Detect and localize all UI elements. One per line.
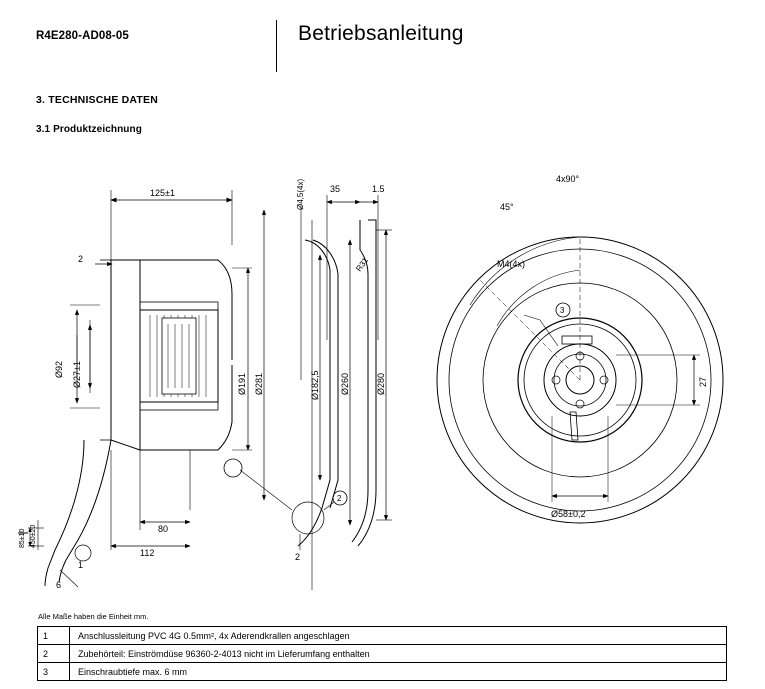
table-row [38,645,727,663]
legend-text: Anschlussleitung PVC 4G 0.5mm², 4x Aderendkrallen angeschlagen [70,627,727,645]
header-divider [276,20,277,72]
table-row [38,627,727,645]
dim-125: 125±1 [150,188,175,198]
product-drawing [0,150,765,600]
dim-85: 85±10 [19,528,26,548]
item-2: 2 [337,494,342,503]
dim-80: 80 [158,524,169,534]
dim-d45: Ø4,5(4x) [296,178,305,210]
item-3: 3 [560,306,565,315]
dim-d191: Ø191 [237,372,247,395]
table-row [38,663,727,681]
dim-27: 27 [698,376,708,387]
dim-2-bottom: 2 [295,552,301,562]
label-m4: M4(4x) [497,259,526,269]
dim-d280: Ø280 [376,372,386,395]
legend-table [37,626,727,681]
dim-d260: Ø260 [340,372,350,395]
dim-d27: Ø27±1 [72,361,82,388]
dim-35: 35 [330,184,341,194]
dim-45: 45° [500,202,514,212]
dim-2-top: 2 [78,254,84,264]
chapter-heading: 3. TECHNISCHE DATEN [36,94,159,106]
document-code: R4E280-AD08-05 [36,30,129,42]
page-title: Betriebsanleitung [298,22,464,45]
dim-d1825: Ø182,5 [310,370,320,400]
dim-112: 112 [140,548,155,558]
dim-r31: R31 [354,255,371,274]
item-1: 1 [78,560,84,570]
units-footnote: Alle Maße haben die Einheit mm. [38,612,149,621]
subchapter-heading: 3.1 Produktzeichnung [36,124,142,135]
dim-4x90: 4x90° [556,174,580,184]
legend-text: Einschraubtiefe max. 6 mm [70,663,727,681]
legend-number: 3 [38,663,70,681]
dim-6: 6 [56,580,62,590]
dim-d92: Ø92 [54,360,64,378]
drawing-canvas [0,150,765,600]
dim-d281: Ø281 [254,372,264,395]
dim-450: 450±20 [30,524,37,548]
legend-number: 1 [38,627,70,645]
legend-text: Zubehörteil: Einströmdüse 96360-2-4013 nicht im Lieferumfang enthalten [70,645,727,663]
dim-15: 1.5 [372,184,385,194]
page-header [0,14,765,60]
dim-d58: Ø58±0,2 [551,509,586,519]
legend-number: 2 [38,645,70,663]
